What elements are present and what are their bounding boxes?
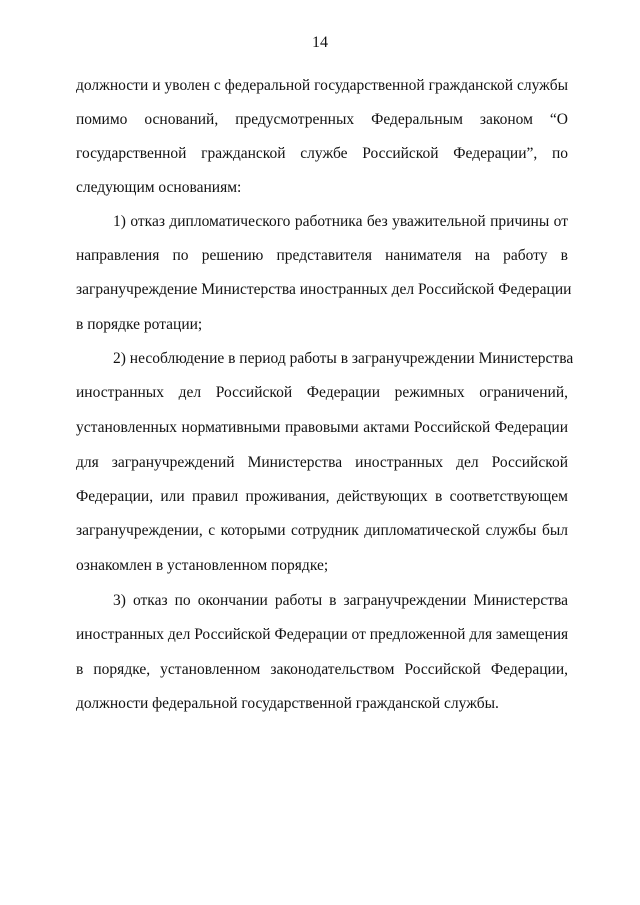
text-line: загранучреждение Министерства иностранных дел Российской Федерации bbox=[76, 281, 572, 298]
text-line: установленных нормативными правовыми актами Российской Федерации bbox=[76, 419, 568, 436]
text-line: 3) отказ по окончании работы в загранучреждении Министерства bbox=[113, 592, 568, 609]
text-line: для загранучреждений Министерства иностранных дел Российской bbox=[76, 454, 568, 471]
text-line: 1) отказ дипломатического работника без уважительной причины от bbox=[113, 213, 568, 230]
text-line: иностранных дел Российской Федерации режимных ограничений, bbox=[76, 384, 568, 401]
text-line: ознакомлен в установленном порядке; bbox=[76, 557, 329, 574]
page-number: 14 bbox=[312, 34, 328, 51]
text-line: следующим основаниям: bbox=[76, 179, 242, 196]
text-line: иностранных дел Российской Федерации от предложенной для замещения bbox=[76, 626, 569, 643]
text-line: 2) несоблюдение в период работы в загранучреждении Министерства bbox=[113, 350, 574, 367]
text-line: должности и уволен с федеральной государственной гражданской службы bbox=[76, 77, 568, 94]
text-line: должности федеральной государственной гражданской службы. bbox=[76, 695, 499, 712]
text-line: Федерации, или правил проживания, действующих в соответствующем bbox=[76, 488, 568, 505]
text-line: направления по решению представителя нанимателя на работу в bbox=[76, 247, 568, 264]
text-line: государственной гражданской службе Российской Федерации”, по bbox=[76, 145, 568, 162]
text-line: в порядке ротации; bbox=[76, 316, 203, 333]
text-line: в порядке, установленном законодательством Российской Федерации, bbox=[76, 661, 568, 678]
text-line: загранучреждении, с которыми сотрудник дипломатической службы был bbox=[76, 522, 568, 539]
text-line: помимо оснований, предусмотренных Федеральным законом “О bbox=[76, 111, 568, 128]
